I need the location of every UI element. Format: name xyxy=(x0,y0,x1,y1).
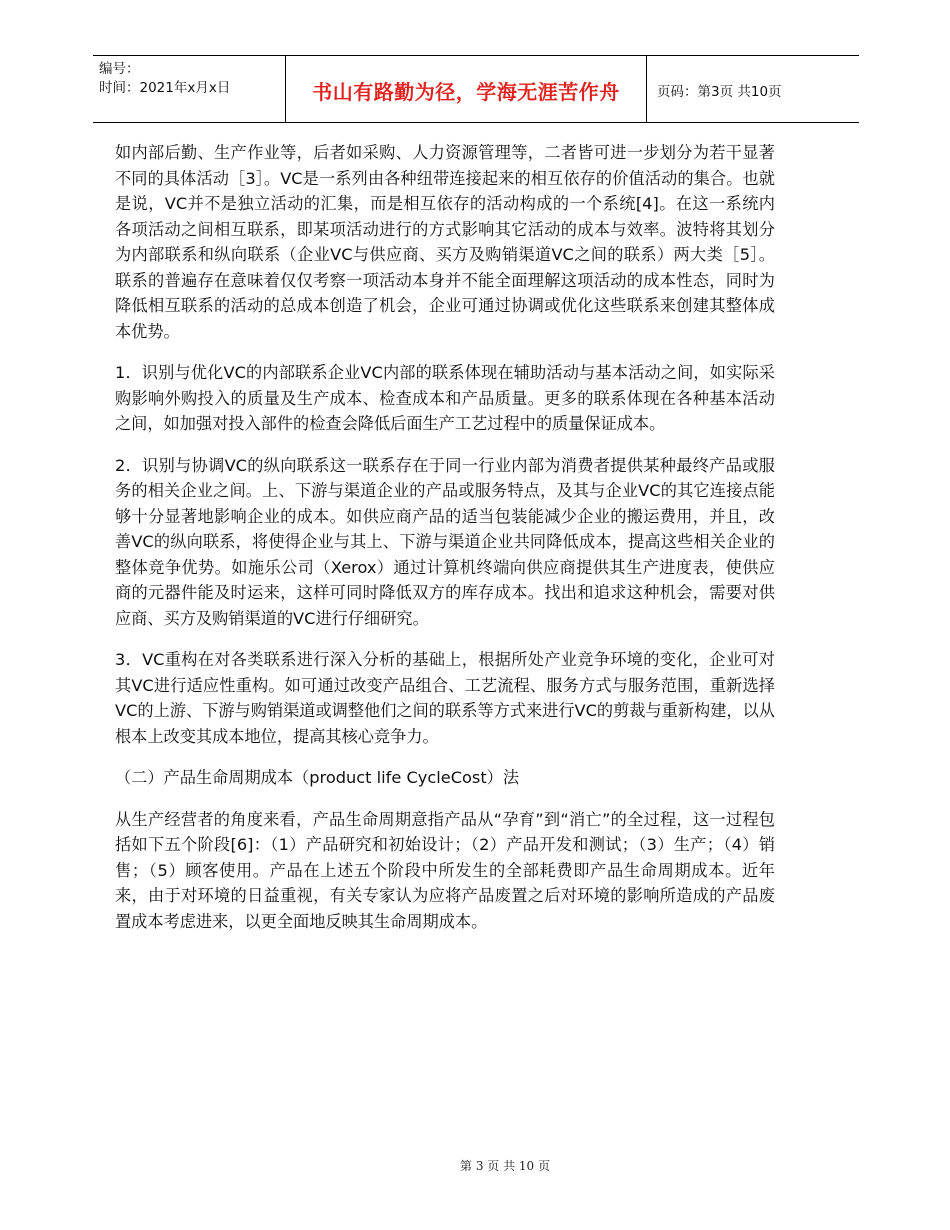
body-paragraph: 2．识别与协调VC的纵向联系这一联系存在于同一行业内部为消费者提供某种最终产品或服务的相关企业之间。上、下游与渠道企业的产品或服务特点，及其与企业VC的其它连接点能够十分显著地影响企业的成本。如供应商产品的适当包装能减少企业的搬运费用，并且，改善VC的纵向联系，将使得企业与其上、下游与渠道企业共同降低成本，提高这些相关企业的整体竞争优势。如施乐公司（Xerox）通过计算机终端向供应商提供其生产进度表，使供应商的元器件能及时运来，这样可同时降低双方的库存成本。找出和追求这种机会，需要对供应商、买方及购销渠道的VC进行仔细研究。 xyxy=(115,455,775,628)
section-heading: （二）产品生命周期成本（product life CycleCost）法 xyxy=(115,768,520,787)
page-footer: 第 3 页 共 10 页 xyxy=(460,1159,550,1173)
header-motto: 书山有路勤为径，学海无涯苦作舟 xyxy=(312,80,620,104)
body-paragraph: 3．VC重构在对各类联系进行深入分析的基础上，根据所处产业竞争环境的变化，企业可对其VC进行适应性重构。如可通过改变产品组合、工艺流程、服务方式与服务范围，重新选择VC的上游、下游与购销渠道或调整他们之间的联系等方式来进行VC的剪裁与重新构建，以从根本上改变其成本地位，提高其核心竞争力。 xyxy=(115,650,775,746)
header-page-info: 页码：第3页 共10页 xyxy=(657,84,782,100)
document-number-label: 编号： xyxy=(99,61,140,77)
header-divider xyxy=(646,56,647,122)
document-body xyxy=(115,140,775,950)
document-time-label: 时间：2021年x月x日 xyxy=(99,80,231,96)
page-header xyxy=(93,55,859,123)
body-paragraph: 1．识别与优化VC的内部联系企业VC内部的联系体现在辅助活动与基本活动之间，如实际采购影响外购投入的质量及生产成本、检查成本和产品质量。更多的联系体现在各种基本活动之间，如加强对投入部件的检查会降低后面生产工艺过程中的质量保证成本。 xyxy=(115,363,775,433)
body-paragraph: 从生产经营者的角度来看，产品生命周期意指产品从“孕育”到“消亡”的全过程，这一过程包括如下五个阶段[6]：（1）产品研究和初始设计；（2）产品开发和测试；（3）生产；（4）销售；（5）顾客使用。产品在上述五个阶段中所发生的全部耗费即产品生命周期成本。近年来，由于对环境的日益重视，有关专家认为应将产品废置之后对环境的影响所造成的产品废置成本考虑进来，以更全面地反映其生命周期成本。 xyxy=(115,809,775,931)
body-paragraph: 如内部后勤、生产作业等，后者如采购、人力资源管理等，二者皆可进一步划分为若干显著不同的具体活动［3］。VC是一系列由各种纽带连接起来的相互依存的价值活动的集合。也就是说，VC并不是独立活动的汇集，而是相互依存的活动构成的一个系统[4]。在这一系统内各项活动之间相互联系，即某项活动进行的方式影响其它活动的成本与效率。波特将其划分为内部联系和纵向联系（企业VC与供应商、买方及购销渠道VC之间的联系）两大类［5］。联系的普遍存在意味着仅仅考察一项活动本身并不能全面理解这项活动的成本性态，同时为降低相互联系的活动的总成本创造了机会，企业可通过协调或优化这些联系来创建其整体成本优势。 xyxy=(115,143,775,341)
header-meta xyxy=(99,60,230,98)
